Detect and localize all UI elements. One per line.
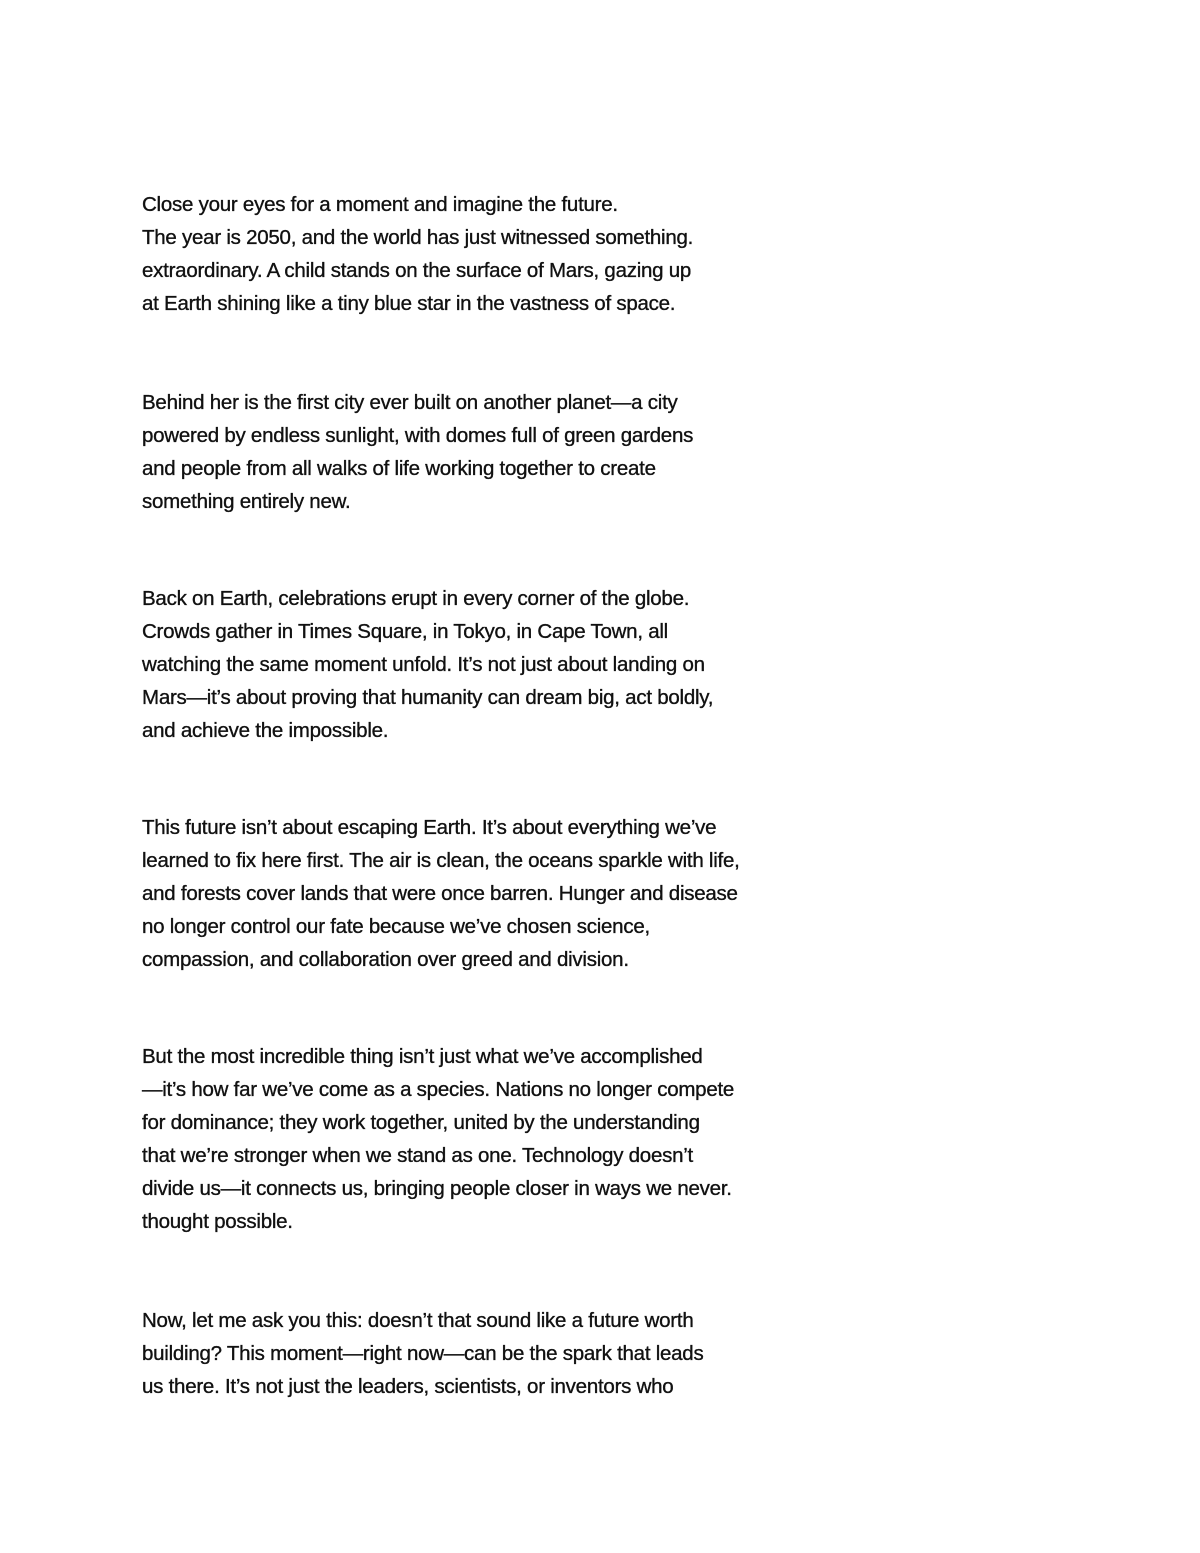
text-line: learned to fix here first. The air is clean, the oceans sparkle with life, xyxy=(142,849,740,872)
text-line: compassion, and collaboration over greed and division. xyxy=(142,948,629,971)
text-line: divide us—it connects us, bringing people closer in ways we never. xyxy=(142,1177,732,1200)
text-line: extraordinary. A child stands on the surface of Mars, gazing up xyxy=(142,259,692,282)
text-line: powered by endless sunlight, with domes full of green gardens xyxy=(142,424,694,447)
text-line: Close your eyes for a moment and imagine the future. xyxy=(142,193,618,216)
text-line: —it’s how far we’ve come as a species. Nations no longer compete xyxy=(142,1078,735,1101)
text-line: and achieve the impossible. xyxy=(142,719,389,742)
text-line: This future isn’t about escaping Earth. It’s about everything we’ve xyxy=(142,816,717,839)
text-line: for dominance; they work together, united by the understanding xyxy=(142,1111,700,1134)
paragraph-1 xyxy=(142,188,842,320)
text-line: Now, let me ask you this: doesn’t that sound like a future worth xyxy=(142,1309,694,1332)
document-body xyxy=(142,188,842,1403)
text-line: Mars—it’s about proving that humanity can dream big, act boldly, xyxy=(142,686,714,709)
paragraph-5 xyxy=(142,1040,842,1238)
text-line: at Earth shining like a tiny blue star in the vastness of space. xyxy=(142,292,676,315)
paragraph-3 xyxy=(142,582,842,747)
text-line: thought possible. xyxy=(142,1210,293,1233)
text-line: The year is 2050, and the world has just witnessed something. xyxy=(142,226,694,249)
text-line: something entirely new. xyxy=(142,490,351,513)
text-line: and forests cover lands that were once barren. Hunger and disease xyxy=(142,882,738,905)
text-line: But the most incredible thing isn’t just what we’ve accomplished xyxy=(142,1045,703,1068)
text-line: watching the same moment unfold. It’s not just about landing on xyxy=(142,653,705,676)
text-line: building? This moment—right now—can be the spark that leads xyxy=(142,1342,704,1365)
text-line: that we’re stronger when we stand as one. Technology doesn’t xyxy=(142,1144,694,1167)
text-line: Crowds gather in Times Square, in Tokyo, in Cape Town, all xyxy=(142,620,668,643)
paragraph-6 xyxy=(142,1304,842,1403)
paragraph-2 xyxy=(142,386,842,518)
text-line: Back on Earth, celebrations erupt in every corner of the globe. xyxy=(142,587,690,610)
text-line: us there. It’s not just the leaders, scientists, or inventors who xyxy=(142,1375,674,1398)
text-line: Behind her is the first city ever built on another planet—a city xyxy=(142,391,678,414)
text-line: no longer control our fate because we’ve chosen science, xyxy=(142,915,650,938)
paragraph-4 xyxy=(142,811,842,976)
text-line: and people from all walks of life working together to create xyxy=(142,457,656,480)
